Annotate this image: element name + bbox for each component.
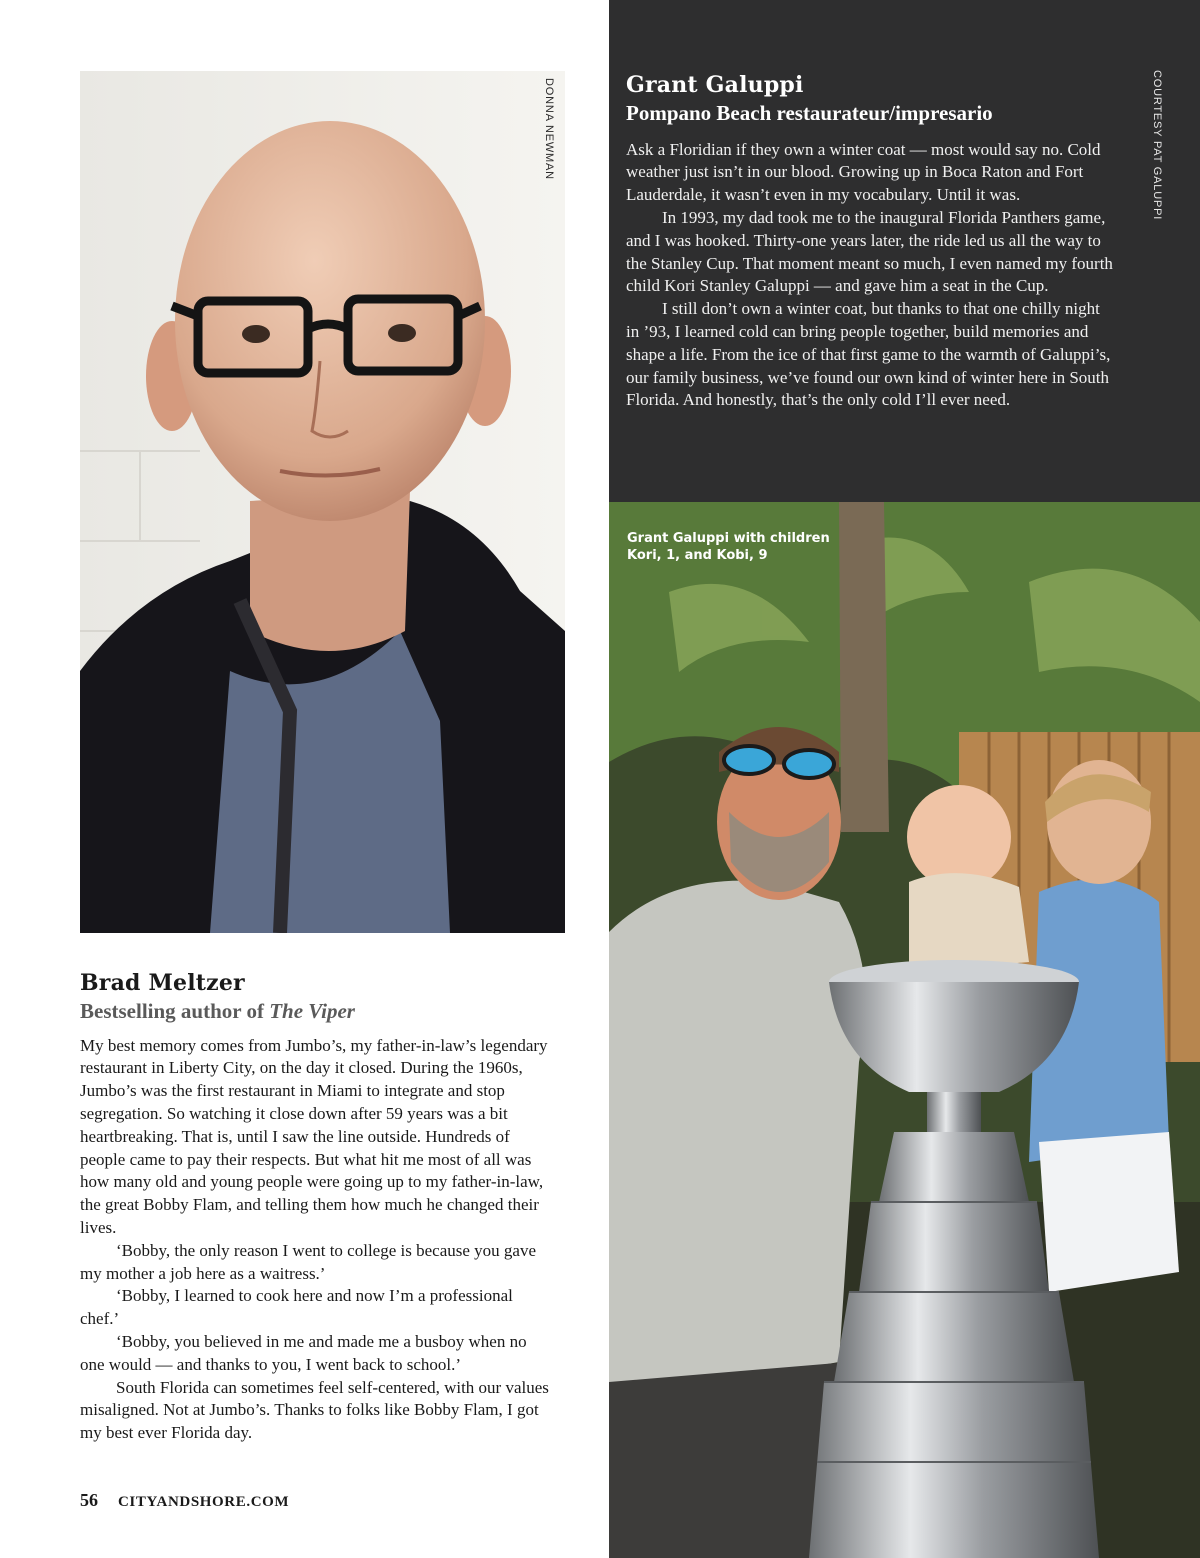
paragraph: My best memory comes from Jumbo’s, my father-in-law’s legendary restaurant in Liberty City, on the day it closed. During the 1960s, Jumbo’s was the first restaurant in Miami to integrate and stop segregation. So watching it close down after 59 years was a bit heartbreaking. That is, until I saw the line outside. Hundreds of people came to pay their respects. But what hit me most of all was how many old and young people were going up to my father-in-law, the great Bobby Flam, and telling them how much he changed their lives.	[80, 1035, 548, 1238]
book-title: The Viper	[269, 999, 355, 1024]
photo-credit-left: DONNA NEWMAN	[543, 78, 555, 180]
paragraph: In 1993, my dad took me to the inaugural Florida Panthers game, and I was hooked. Thirty-one years later, the ride led us all the way to the Stanley Cup. That moment meant so much, I even named my fourth child Kori Stanley Galuppi — and gave him a seat in the Cup.	[626, 208, 1113, 296]
page-number: 56	[80, 1490, 98, 1510]
site-name: CITYANDSHORE.COM	[118, 1494, 290, 1510]
story-subtitle: Pompano Beach restaurateur/impresario	[626, 101, 993, 126]
story-subtitle	[80, 998, 552, 1024]
caption-line: Grant Galuppi with children	[627, 531, 830, 546]
paragraph: ‘Bobby, the only reason I went to college is because you gave my mother a job here as a waitress.’	[80, 1240, 536, 1283]
story-body	[626, 139, 1113, 413]
paragraph: South Florida can sometimes feel self-centered, with our values misaligned. Not at Jumbo’s. Thanks to folks like Bobby Flam, I got my best ever Florida day.	[80, 1377, 549, 1443]
page-folio	[80, 1490, 289, 1511]
paragraph: ‘Bobby, I learned to cook here and now I’m a professional chef.’	[80, 1286, 513, 1329]
paragraph: I still don’t own a winter coat, but thanks to that one chilly night in ’93, I learned cold can bring people together, build memories and shape a life. From the ice of that first game to the warmth of Galuppi’s, our family business, we’ve found our own kind of winter here in South Florida. And honestly, that’s the only cold I’ll ever need.	[626, 299, 1111, 410]
paragraph: Ask a Floridian if they own a winter coat — most would say no. Cold weather just isn’t in our blood. Growing up in Boca Raton and Fort Lauderdale, it wasn’t even in my vocabulary. Until it was.	[626, 139, 1101, 205]
galuppi-family-photo	[609, 502, 1200, 1558]
caption-line: Kori, 1, and Kobi, 9	[627, 548, 768, 563]
story-name: Brad Meltzer	[80, 970, 245, 996]
brad-meltzer-story	[80, 970, 552, 1445]
grant-galuppi-story	[626, 72, 1113, 412]
brad-meltzer-portrait	[80, 71, 565, 933]
story-name: Grant Galuppi	[626, 72, 804, 98]
portrait-illustration	[80, 71, 565, 933]
photo-credit-right: COURTESY PAT GALUPPI	[1151, 70, 1163, 221]
family-illustration	[609, 502, 1200, 1558]
subtitle-prefix: Bestselling author of	[80, 999, 270, 1024]
paragraph: ‘Bobby, you believed in me and made me a busboy when no one would — and thanks to you, I went back to school.’	[80, 1332, 527, 1374]
photo-caption	[627, 530, 867, 564]
story-body	[80, 1035, 552, 1445]
